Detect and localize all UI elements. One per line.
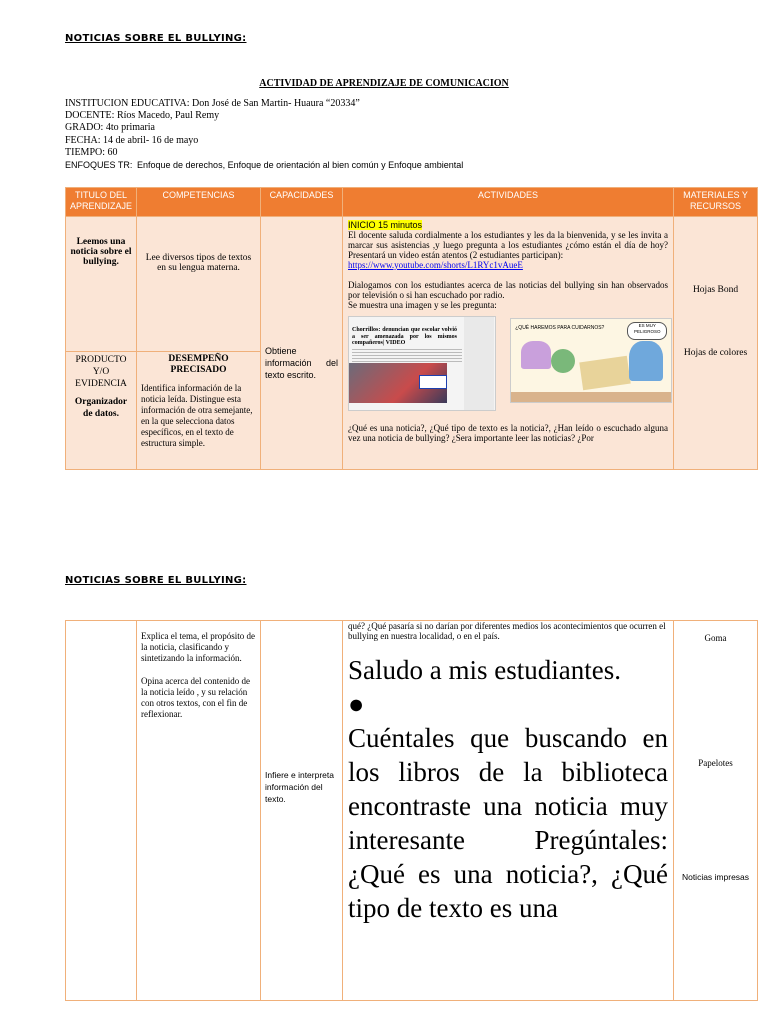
competencia-cell: Lee diversos tipos de textos en su lengua materna. [137, 217, 261, 352]
fecha-line: FECHA: 14 de abril- 16 de mayo [65, 134, 199, 146]
material-papelotes: Papelotes [698, 758, 733, 768]
continuation-table [65, 620, 758, 1001]
page-header-top: NOTICIAS SOBRE EL BULLYING: [65, 33, 247, 44]
tiempo-line: TIEMPO: 60 [65, 146, 118, 158]
desempeno-cell [137, 351, 261, 469]
page-header-second: NOTICIAS SOBRE EL BULLYING: [65, 575, 247, 586]
cartoon-image [510, 318, 672, 403]
act-paragraph-3: Se muestra una imagen y se les pregunta: [348, 300, 497, 310]
capacidad2-cell: Infiere e interpreta información del texto. [261, 621, 343, 1001]
enfoques-label: ENFOQUES TR: [65, 160, 133, 171]
header-actividades: ACTIVIDADES [343, 188, 674, 217]
activity-table [65, 187, 758, 470]
titulo-cell: Leemos una noticia sobre el bullying. [66, 217, 137, 352]
cont-paragraph: qué? ¿Qué pasaría si no darían por diferentes medios los acontecimientos que ocurren el bullying en nuestra localidad, o en el país. [348, 621, 666, 641]
desempeno-label: DESEMPEÑO PRECISADO [168, 353, 229, 375]
material-goma: Goma [704, 633, 727, 643]
news-headline: Chorrillos: denuncian que escolar volvió a ser amenazada por los mismos compañeros| VIDEO [352, 327, 457, 346]
materiales2-cell [674, 621, 758, 1001]
cartoon-paper [580, 356, 631, 390]
header-competencias: COMPETENCIAS [137, 188, 261, 217]
activity-title: ACTIVIDAD DE APRENDIZAJE DE COMUNICACION [259, 78, 509, 89]
material-noticias: Noticias impresas [681, 872, 750, 882]
cartoon-bubble: ES MUY PELIGROSO [627, 322, 667, 340]
cartoon-child-1 [521, 341, 551, 369]
header-materiales: MATERIALES Y RECURSOS [674, 188, 758, 217]
empty-cell [66, 621, 137, 1001]
cartoon-child-3 [629, 341, 663, 381]
images-row [348, 316, 668, 411]
actividades-cell [343, 217, 674, 470]
producto-label: PRODUCTO Y/O EVIDENCIA [75, 354, 127, 389]
enfoques-line [65, 159, 463, 171]
desempeno2-opina: Opina acerca del contenido de la noticia leído , y su relación con otros textos, con el fin de reflexionar. [141, 676, 250, 719]
desempeno-text: Identifica información de la noticia leída. Distingue esta información de otra semejante, en la que selecciona datos específicos, en el texto de estructura simple. [141, 382, 253, 448]
video-link[interactable]: https://www.youtube.com/shorts/L1RYc1vAueE [348, 260, 523, 270]
bullet-icon: ● [348, 689, 365, 719]
material-hojas-bond: Hojas Bond [692, 285, 739, 295]
act-paragraph-2: Dialogamos con los estudiantes acerca de las noticias del bullying sin han observados por televisión o si han escuchado por radio. [348, 280, 668, 300]
docente-line: DOCENTE: Ríos Macedo, Paul Remy [65, 110, 220, 122]
header-titulo: TITULO DEL APRENDIZAJE [66, 188, 137, 217]
header-capacidades: CAPACIDADES [261, 188, 343, 217]
producto-cell [66, 351, 137, 469]
big-saludo: Saludo a mis estudiantes. [348, 655, 621, 685]
institucion-line: INSTITUCION EDUCATIVA: Don José de San Martin- Huaura “20334” [65, 98, 360, 109]
capacidad-cell: Obtiene información del texto escrito. [261, 217, 343, 470]
grado-line: GRADO: 4to primaria [65, 122, 155, 134]
actividades2-cell [343, 621, 674, 1001]
news-flag [419, 375, 447, 389]
inicio-highlight: INICIO 15 minutos [348, 220, 423, 230]
desempeno2-cell [137, 621, 261, 1001]
news-text-lines [352, 349, 462, 363]
cartoon-floor [511, 392, 671, 402]
act-paragraph-4: ¿Qué es una noticia?, ¿Qué tipo de texto es la noticia?, ¿Han leído o escuchado alguna vez una noticia de bullying? ¿Sera importante leer las noticias? ¿Por [348, 423, 668, 443]
cartoon-question: ¿QUÉ HAREMOS PARA CUIDARNOS? [515, 325, 605, 331]
material-hojas-colores: Hojas de colores [683, 348, 748, 358]
desempeno2-explica: Explica el tema, el propósito de la noticia, clasificando y sintetizando la información. [141, 631, 255, 663]
producto-value: Organizador de datos. [74, 396, 128, 419]
act-paragraph-1: El docente saluda cordialmente a los estudiantes y les da la bienvenida, y se les invita a marcar sus asistencias ,y luego pregunta a los estudiantes ¿cómo están el día de hoy? Presentará un video están atentos (2 estudiantes participan): [348, 230, 668, 260]
info-block [65, 98, 463, 171]
enfoques-value: Enfoque de derechos, Enfoque de orientación al bien común y Enfoque ambiental [137, 160, 464, 171]
materiales-cell [674, 217, 758, 470]
big-cuentales: Cuéntales que buscando en los libros de la biblioteca encontraste una noticia muy interesante Pregúntales: ¿Qué es una noticia?, ¿Qué tipo de texto es una [348, 723, 668, 923]
news-sidebar [464, 317, 494, 410]
cartoon-child-2 [551, 349, 575, 373]
news-image [348, 316, 496, 411]
